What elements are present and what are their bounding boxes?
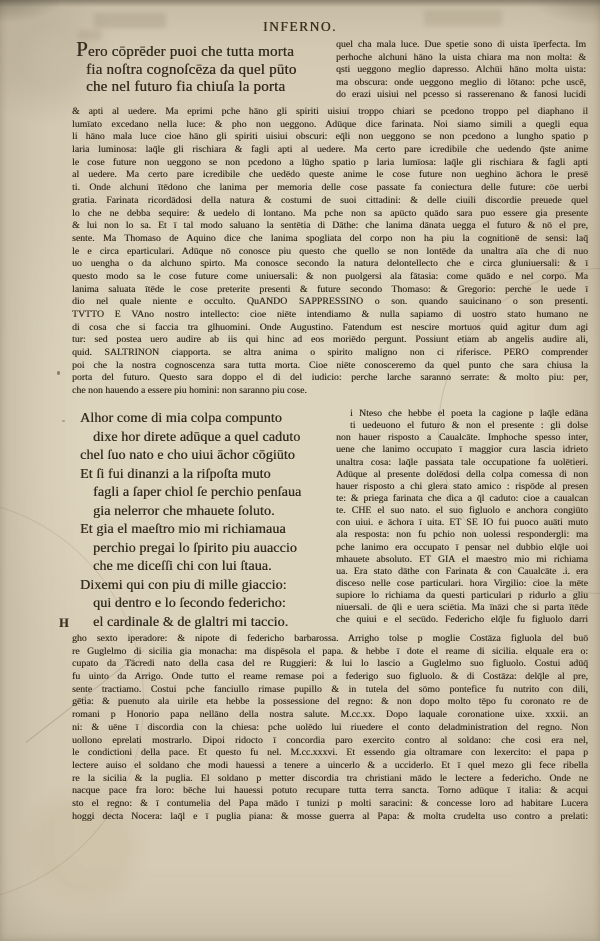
- commentary-line: hauer risposto a chi glera stato amico : rispōde al presen: [336, 480, 588, 492]
- commentary-line: ti. Onde alchuni ītēdono che lanima per memoria delle cose passate fa coniectura delle future: cōe uerbi: [72, 182, 588, 194]
- commentary-line: mhauete absoluto. ET GIA el maestro mio mi richiama: [336, 553, 588, 565]
- commentary-line: quid. SALTRINON ciapporta. se altra anima o spirito maligno non ci riferisce. PERO comprender: [72, 347, 588, 359]
- commentary-line: dio nel quale niente e occulto. QuANDO SAPPRESSINO o son. quando sauicinano o son presenti.: [72, 296, 588, 308]
- commentary-line: niuersali. de q̄li e uera sciētia. Ma īnāzi che si parta ītēde: [336, 602, 588, 614]
- commentary-line: di cosa che si faccia tra glhuomini. Onde Augustino. Fatendum est nescire mortuos quid agitur dum agi: [72, 321, 588, 333]
- commentary-line: lumīato excedano nella luce: & pho non ueggono. Adūque dice farinata. Noi siamo simili a quegli equa: [72, 118, 588, 130]
- commentary-line: perhoche alchuni hāno la uista chiara ma non molta: &: [336, 51, 586, 63]
- commentary-line: supiore lo richiama da questi particulari p ridurlo a gliu: [336, 590, 588, 602]
- running-title: INFERNO.: [263, 19, 337, 34]
- verse-lemma: [76, 37, 338, 97]
- commentary-line: unaltra cosa: laq̄le passata tale occupatione fa uolētieri.: [336, 456, 588, 468]
- poem-line: Alhor come di mia colpa compunto: [80, 411, 282, 426]
- commentary-line: qsti ueggono meglio dapresso. Alchūi hāno molta uista:: [336, 64, 586, 75]
- poem-line: Et gia el maeſtro mio mi richiamaua: [80, 522, 286, 538]
- commentary-line: disceso nelle cose particulari. hora Virgilio: cioe la mēte: [336, 577, 588, 589]
- commentary-line: ma obscura: onde ueggono meglio di lōtano: pche uscē,: [336, 76, 586, 88]
- commentary-line: cupato da Tācredi nato della casa del re Ruggieri: & lui lo lascio a Guglelmo suo figluolo. Costui adūq̄: [72, 658, 588, 670]
- poem-line: gia nelerror che mhauete ſoluto.: [93, 503, 275, 519]
- commentary-line: ti uedeuono el futuro & non el presente : gli dolse: [350, 420, 588, 432]
- commentary-line: i Nteso che hebbe el poeta la cagione p laq̄le edāna: [350, 408, 588, 419]
- commentary-line: & lui non lo sa. Et ī tal modo saluano la sentētia di Dāthe: che lanima dānata uegga el futuro & nō el pre,: [72, 220, 588, 232]
- commentary-block-1: [72, 106, 588, 398]
- commentary-line: hoggi decta Nocera: laq̄l e ī puglia piana: & mosse guerra al Papa: & molta crudelta uso contro a prelati:: [72, 810, 588, 822]
- commentary-line: che non hauendo a essere piu homini: non saranno piu cose.: [72, 385, 307, 397]
- commentary-line: li hāno mala luce cioe hāno gli spiriti uisiui obscuri: eq̄li non ueggono se non pcedono a lungho spatio p: [72, 131, 588, 143]
- poem-line: perchio pregai lo ſpirito piu auaccio: [93, 540, 297, 556]
- commentary-line: uene che lanimo occupato ī maggior cura lascia idrieto: [336, 444, 588, 456]
- commentary-line: uo uengha o da alchuno spirto. Ma conosce secondo la natura delontellecto che e circa gluniuersali: & ī: [72, 258, 588, 270]
- commentary-line: gratia. Farinata ricordādosi della natura & costumi de suoi cittadini: & delle ciuili discordie preuede quel: [72, 194, 588, 206]
- lemma-line: Pero cōprēder puoi che tutta morta: [76, 37, 294, 61]
- commentary-line: lanima saluata ītēde le cose preterite presenti & future secondo Thomaso: & Gregorio: perche le uede ī: [72, 283, 588, 295]
- commentary-line: le condictioni della pace. Et questo fu nel. M.cc.xxxvi. Et essendo gia oltramare con lexercito: el papa p: [72, 747, 588, 759]
- commentary-block-2: [72, 633, 588, 823]
- commentary-line: lo che ne debba sequire: & uedelo di lontano. Ma pche non sa apūcto quādo sara puo essere gia presente: [72, 207, 588, 219]
- commentary-line: tur: sed postea uero audire ab iis qui hinc ad eos moriēdo pergunt. Possiunt etiam ab angelis audire ali,: [72, 334, 588, 346]
- margin-signature-letter: H: [59, 616, 69, 630]
- commentary-line: con uiui. e āchora ī uita. ET SE IO fui puoco auāti muto: [336, 517, 588, 529]
- ink-speck: [62, 420, 65, 422]
- commentary-line: sente. Ma Thomaso de Aquino dice che lanima spogliata del corpo non ha piu la cognitionē de sensi: laq̄: [72, 232, 588, 244]
- commentary-line: te. CHE el suo nato. el suo figluolo e anchora congiūto: [336, 505, 588, 517]
- commentary-line: Adūque al presente dolēdosi della colpa comessa di non: [336, 468, 588, 480]
- poem-line: qui dentro e lo ſecondo federicho:: [93, 596, 286, 612]
- commentary-line: non hauer risposto a Caualcāte. Imphoche spesso inter,: [336, 432, 588, 444]
- commentary-line: ua. Era stato dāthe con Farinata & con Caualcāte .i. era: [336, 565, 588, 577]
- commentary-line: gētia: & puenuto ala uirile eta hebbe la possessione del regno: & non dopo molto tēpo fu coronato re de: [72, 696, 588, 708]
- commentary-line: & apti al uedere. Ma eprimi pche hāno gli spiriti uisiui troppo chiari se pcedono troppo pel diaphano il: [72, 106, 588, 117]
- poem-line: fagli a ſaper chiol ſe perchio penſaua: [93, 485, 302, 501]
- poem-line: Et ſi fui dinanzi a la riſpoſta muto: [80, 466, 271, 482]
- commentary-line: romani p Honorio papa nellāno della nostra salute. M.cc.xx. Dopo laquale coronatione uixe. xxxii. an: [72, 709, 588, 721]
- commentary-line: lectere auiso el soldano che modi hauessi a tenere a uincerlo & a ucciderlo. Et ī quel mezo gli fece ribella: [72, 759, 588, 771]
- commentary-line: do erazi uisiui nel pcesso si rasserenano & fanosi lucidi: [336, 89, 586, 100]
- commentary-line: porta del futuro. Questo sara doppo el di del iudicio: perche larche saranno serrate: & molto piu: per,: [72, 372, 588, 384]
- commentary-line: TVTTO E VAno nostro intellecto: cioe niēte intendiamo & nulla sapiamo di uostro stato humano ne: [72, 309, 588, 320]
- commentary-line: fu uinto da Arrigo. Onde tutto el reame remase poi a federigo suo figluolo. & di Costāza: delq̄le al pre,: [72, 671, 588, 683]
- poem-line: che me diceſſi chi con lui ſtaua.: [93, 559, 272, 575]
- poem-line: chel ſuo nato e cho uiui āchor cōgiūto: [80, 448, 295, 464]
- commentary-line: quel cha mala luce. Due spetie sono di uista īperfecta. Im: [336, 39, 586, 50]
- commentary-right-column: [336, 408, 588, 627]
- poem-line: el cardinale & de glaltri mi taccio.: [93, 615, 289, 631]
- commentary-line: te: & priega farinata che dica a q̄l caduto: cioe a caualcan: [336, 492, 588, 504]
- commentary-line: uollono eprelati mostrarlo. Dipoi ridocto ī concordia paro exercito contro al soldano: che cosi era nel,: [72, 734, 588, 746]
- lemma-line: fia noſtra cognoſcēza da quel pūto: [86, 61, 297, 78]
- page-top-edge-shadow: [0, 0, 600, 7]
- commentary-line: ala resposta: non fu pchio non uolessi respondergli: ma: [336, 529, 588, 541]
- commentary-line: re Guglelmo di sicilia gia monacha: ma dispēsola el papa. & hebbe ī dote el reame di sicilia. elquale era o:: [72, 645, 588, 657]
- commentary-line: le cose future non ueggono se non pcedono a lūgho spatio p laria lumīosa: laq̄le gli rischiara & fagli apti: [72, 156, 588, 168]
- commentary-line: laria luminosa: laq̄le gli rischiara & fagli apti al uedere. Ma certo pare icredibile che uedendo q̄ste anime: [72, 144, 588, 156]
- poem-tercets: [80, 410, 342, 633]
- commentary-line: che quiui e el secūdo. Federicho elq̄le fu figluolo darri: [336, 614, 588, 626]
- commentary-line: le e circa eparticulari. Adūque nō conosce piu questo che quello se non lontēde da unaltra aīa che di nuo: [72, 245, 588, 257]
- commentary-top-right: [336, 39, 586, 102]
- commentary-line: re la sicilia & la puglia. El soldano p metter discordia tra christiani mādo le lectere a federicho. Onde ne: [72, 772, 588, 784]
- commentary-line: ni: & uēne ī discordia con la chiesa: pche uolēdo lui riuedere el conto deladministration del regno. Non: [72, 721, 588, 733]
- commentary-line: al uedere. Ma certo pare icredibile che uedēdo queste anime le cose future non ueghino āchora le presē: [72, 169, 588, 181]
- commentary-line: sente tractiamo. Costui pche fanciullo rimase pupillo & in tutela del sōmo pontefice fu nutrito con dili,: [72, 683, 588, 695]
- commentary-line: nacque pace fra loro: bēche lui hauessi potuto recupare tutta terra sancta. Torno adūque ī italia: & acqui: [72, 785, 588, 797]
- lemma-line: che nel futuro fia chiuſa la porta: [86, 79, 286, 96]
- commentary-line: sto el regno: & ī contumelia del Papa mādo ī tunizi p molti saracini: & concesse loro ad habitare Lucera: [72, 797, 588, 809]
- ink-speck: [57, 371, 60, 375]
- poem-line: dixe hor direte adūque a quel caduto: [93, 429, 301, 445]
- poem-line: Dixemi qui con piu di mille giaccio:: [80, 577, 287, 593]
- commentary-line: gho sexto iperadore: & nipote di federicho barbarossa. Arrigho tolse p moglie Costāza figluola del buō: [72, 633, 588, 644]
- commentary-line: poi che la nostra cognoscenza sara tutta morta. Cioe niēte conosceremo da quel punto che sara chiusa la: [72, 359, 588, 371]
- commentary-line: questo modo sa le cose future come uniuersali: & non puolgersi ala fātasia: come quādo e nel corpo. Ma: [72, 270, 588, 282]
- commentary-line: pche lanimo era occupato ī pensar nel dubbio elq̄le uoi: [336, 541, 588, 553]
